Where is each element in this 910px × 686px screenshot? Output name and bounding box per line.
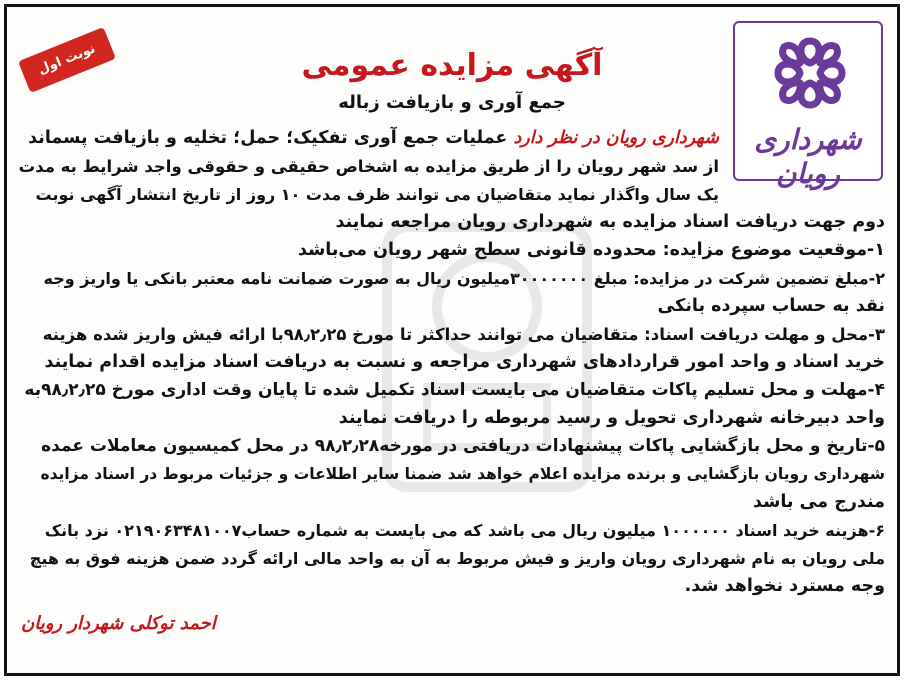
item-6-cost: ۶-هزینه خرید اسناد ۱۰۰۰۰۰۰ میلیون ریال می باشد که می بایست به شماره حساب۰۲۱۹۰۶۳۴۸۱۰۰۷ نزد بانک — [44, 521, 885, 540]
body-line-1-text: عملیات جمع آوری تفکیک؛ حمل؛ تخلیه و بازیافت پسماند — [28, 128, 508, 148]
item-6-end: وجه مسترد نخواهد شد. — [684, 576, 885, 596]
first-notice-badge: نوبت اول — [18, 27, 116, 93]
item-6-continued: ملی رویان به نام شهرداری رویان واریز و فیش مربوط به آن به واحد مالی ارائه گردد ضمن هزینه فوق به هیچ — [29, 549, 885, 568]
page-subtitle: جمع آوری و بازیافت زباله — [338, 92, 566, 113]
item-5-continued: شهرداری رویان بازگشایی و برنده مزایده اعلام خواهد شد ضمنا سایر اطلاعات و جزئیات مربوط در اسناد مزایده — [40, 465, 885, 483]
page-title: آگهی مزایده عمومی — [301, 48, 603, 83]
flower-emblem-icon — [770, 33, 850, 113]
body-line-2: از سد شهر رویان را از طریق مزایده به اشخاص حقیقی و حقوقی واجد شرایط به مدت — [19, 157, 719, 176]
intro-highlight: شهرداری رویان در نظر دارد — [513, 128, 719, 148]
item-4-deadline: ۴-مهلت و محل تسلیم پاکات متقاضیان می بایست اسناد تکمیل شده تا پایان وقت اداری مورخ ۹۸٫۲٫۲۵به — [24, 380, 885, 400]
mayor-signature: احمد توکلی شهردار رویان — [21, 613, 216, 634]
municipality-logo — [733, 21, 883, 190]
advertisement-frame — [4, 4, 900, 676]
item-5-opening: ۵-تاریخ و محل بازگشایی پاکات پیشنهادات دریافتی در مورخه۹۸٫۲٫۲۸ در محل کمیسیون معاملات عمده — [41, 436, 885, 456]
item-3-documents: ۳-محل و مهلت دریافت اسناد: متقاضیان می توانند حداکثر تا مورخ ۹۸٫۲٫۲۵با ارائه فیش واریز شده هزینه — [42, 325, 885, 344]
item-1-location: ۱-موقعیت موضوع مزایده: محدوده قانونی سطح شهر رویان می‌باشد — [297, 240, 885, 260]
item-3-continued: خرید اسناد و واحد امور قراردادهای شهرداری مراجعه و نسبت به دریافت اسناد مزایده اقدام نمایند — [44, 352, 885, 372]
item-2-guarantee: ۲-مبلغ تضمین شرکت در مزایده: مبلغ ۳۰۰۰۰۰۰۰میلیون ریال به صورت ضمانت نامه معتبر بانکی یا واریز وجه — [43, 269, 885, 288]
item-4-continued: واحد دبیرخانه شهرداری تحویل و رسید مربوطه را دریافت نمایند — [338, 408, 885, 428]
body-line-1 — [19, 125, 719, 152]
item-2-continued: نقد به حساب سپرده بانکی — [657, 296, 885, 316]
body-line-4: دوم جهت دریافت اسناد مزایده به شهرداری رویان مراجعه نمایند — [335, 212, 885, 232]
body-line-3: یک سال واگذار نماید متقاضیان می توانند ظرف مدت ۱۰ روز از تاریخ انتشار آگهی نوبت — [35, 185, 719, 204]
logo-text: شهرداری رویان — [754, 123, 862, 190]
item-5-end: مندرج می باشد — [753, 492, 885, 512]
